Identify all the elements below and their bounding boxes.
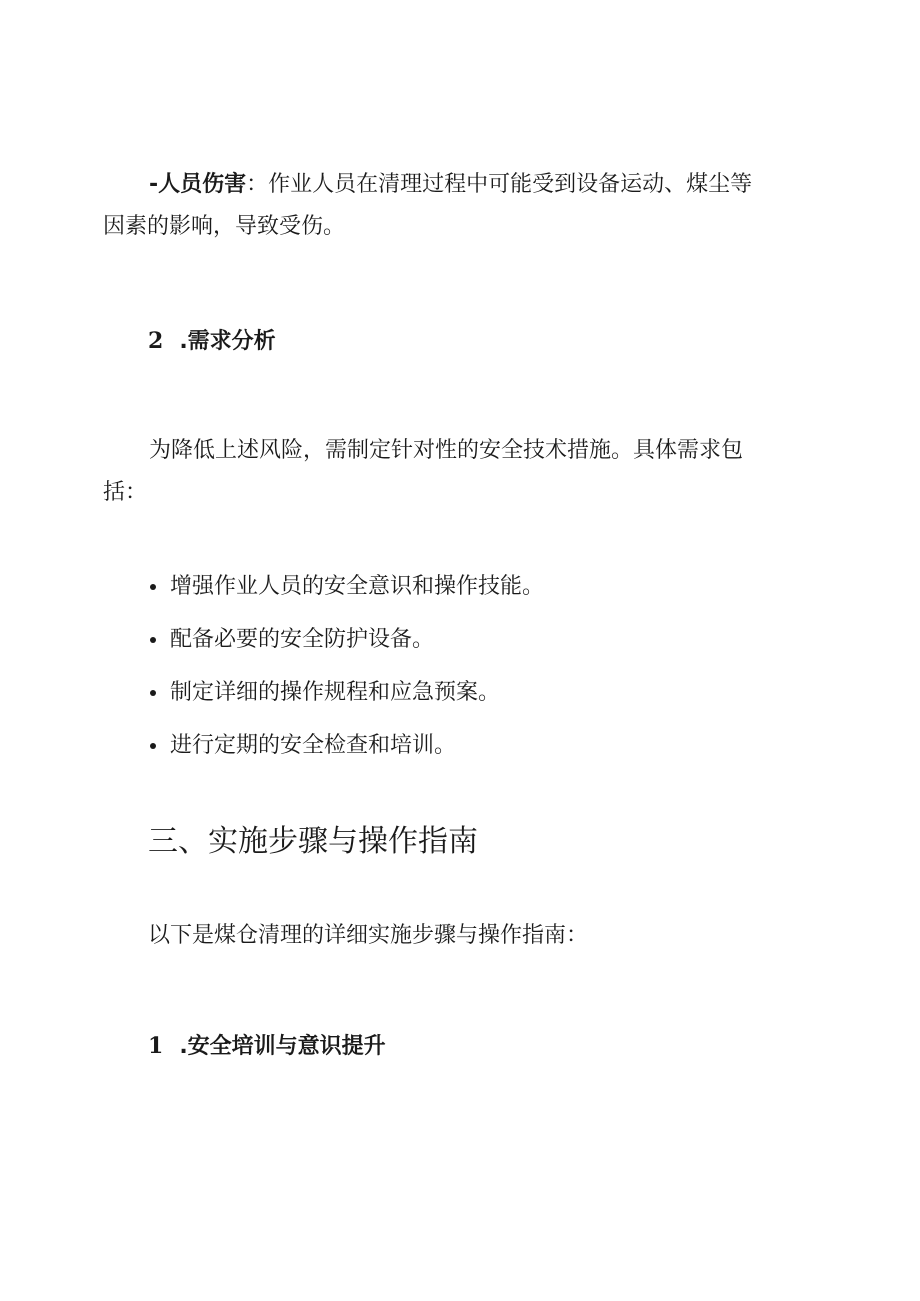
section-three-title: 三、实施步骤与操作指南	[148, 824, 478, 859]
demand-paragraph: 为降低上述风险，需制定针对性的安全技术措施。具体需求包括：	[103, 438, 744, 505]
list-item	[148, 625, 544, 655]
demand-analysis-heading	[148, 326, 276, 357]
demand-list	[148, 572, 544, 784]
list-item-text: 增强作业人员的安全意识和操作技能。	[170, 574, 545, 599]
list-item-text: 配备必要的安全防护设备。	[170, 627, 435, 652]
list-item	[148, 678, 544, 708]
demand-heading-number: 2	[148, 328, 164, 354]
bullet-icon	[150, 584, 156, 590]
risk-paragraph	[103, 164, 773, 248]
training-heading-number: 1	[148, 1033, 164, 1059]
list-item-text: 制定详细的操作规程和应急预案。	[170, 680, 501, 705]
training-heading	[148, 1031, 386, 1062]
risk-term: -人员伤害	[149, 172, 247, 197]
bullet-icon	[150, 637, 156, 643]
list-item-text: 进行定期的安全检查和培训。	[170, 733, 457, 758]
demand-heading-title: .需求分析	[179, 329, 276, 354]
bullet-icon	[150, 743, 156, 749]
list-item	[148, 731, 544, 761]
risk-description: ：作业人员在清理过程中可能受到设备运动、煤尘等因素的影响，导致受伤。	[103, 172, 753, 239]
list-item	[148, 572, 544, 602]
bullet-icon	[150, 690, 156, 696]
section-three-intro: 以下是煤仓清理的详细实施步骤与操作指南：	[148, 923, 589, 948]
training-heading-title: .安全培训与意识提升	[179, 1034, 386, 1059]
